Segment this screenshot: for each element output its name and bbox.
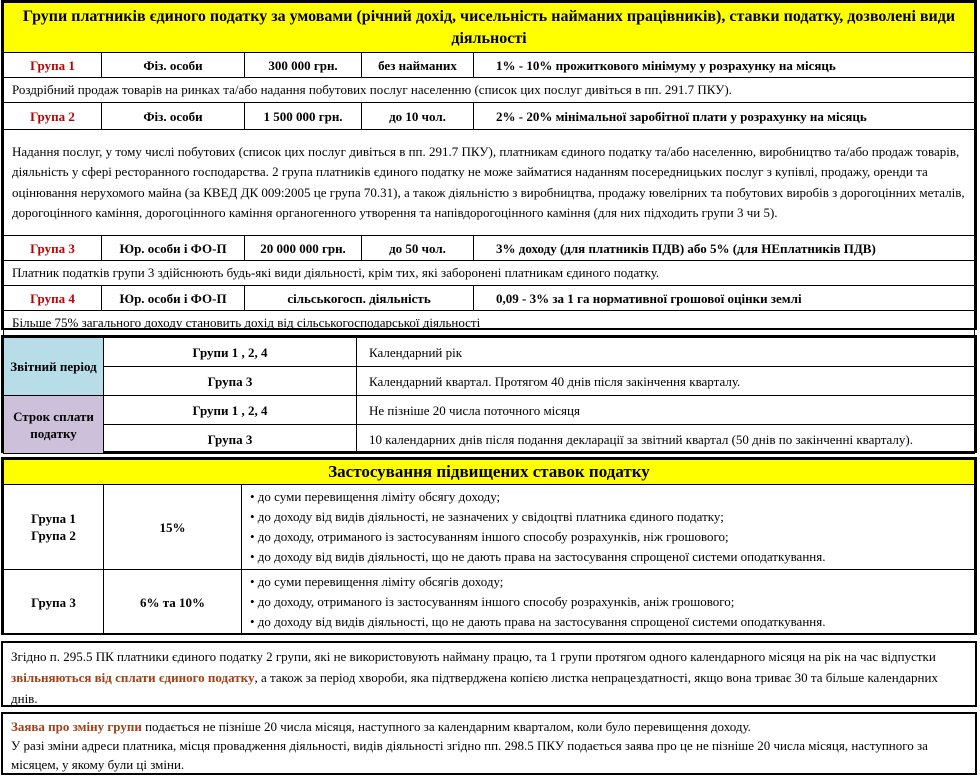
- report-value-2: Календарний квартал. Протягом 40 днів після закінчення кварталу.: [357, 367, 975, 396]
- group-2-description: Надання послуг, у тому числі побутових (список цих послуг дивіться в пп. 291.7 ПКУ), платникам єдиного податку та/або населенню, виробництво та/або продаж товарів, діяльність у сфері ресторанного господарства. 2 група платників єдиного податку не може займатися наданням посередницьких послуг з купівлі, продажу, оренди та оцінювання нерухомого майна (за КВЕД ДК 009:2005 це група 70.31), а також діяльністю з виробництва, продажу ювелірних та побутових виробів з дорогоцінних металів, дорогоцінного каміння, дорогоцінного каміння органогенного утворення та напівдорогоцінного каміння (для них підходить групи 3 чи 5).: [4, 130, 975, 236]
- increased-row-1-rate: 15%: [104, 485, 242, 570]
- increased-row-1-groups: [4, 485, 104, 570]
- group-4-income: сільськогосп. діяльність: [245, 286, 474, 311]
- group-2-income: 1 500 000 грн.: [245, 103, 362, 130]
- report-groups-1: Групи 1 , 2, 4: [104, 338, 357, 367]
- group-1-rate: 1% - 10% прожиткового мінімуму у розрахунку на місяць: [474, 53, 975, 78]
- group-1-income: 300 000 грн.: [245, 53, 362, 78]
- increased-row-1-bullets: [242, 485, 975, 570]
- bullet-item: • до доходу від видів діяльності, що не дають права на застосування спрощеної системи оподаткування.: [250, 549, 826, 564]
- group-2-persons: Фіз. особи: [102, 103, 245, 130]
- group-3-workers: до 50 чол.: [362, 236, 474, 261]
- exemption-highlight: звільняються від сплати єдиного податку: [11, 670, 255, 685]
- group-3-income: 20 000 000 грн.: [245, 236, 362, 261]
- group-1-workers: без найманих: [362, 53, 474, 78]
- periods-table: [1, 335, 977, 453]
- group-2-name: Група 2: [4, 103, 102, 130]
- group-4-rate: 0,09 - 3% за 1 га нормативної грошової оцінки землі: [474, 286, 975, 311]
- payment-value-1: Не пізніше 20 числа поточного місяця: [357, 396, 975, 425]
- address-change-text: У разі зміни адреси платника, місця провадження діяльності, видів діяльності згідно пп. 298.5 ПКУ подається заява про це не пізніше 20 числа місяця, наступного за місяцем, у якому були ці зміни.: [11, 738, 928, 772]
- group-4-description: Більше 75% загального доходу становить дохід від сільськогосподарської діяльності: [4, 311, 975, 336]
- exemption-text-start: Згідно п. 295.5 ПК платники єдиного податку 2 групи, які не використовують найману працю, та 1 групи протягом одного календарного місяця на рік на час відпустки: [11, 649, 936, 664]
- bullet-item: • до доходу, отриманого із застосуванням іншого способу розрахунків, ніж грошового;: [250, 529, 729, 544]
- groups-table: [1, 0, 977, 330]
- increased-rates-title: Застосування підвищених ставок податку: [4, 460, 975, 485]
- increased-row-1-group-b: Група 2: [31, 528, 76, 543]
- payment-term-label: Строк сплати податку: [4, 396, 104, 454]
- group-3-rate: 3% доходу (для платників ПДВ) або 5% (для НЕплатників ПДВ): [474, 236, 975, 261]
- payment-groups-1: Групи 1 , 2, 4: [104, 396, 357, 425]
- group-1-description: Роздрібний продаж товарів на ринках та/або надання побутових послуг населенню (список цих послуг дивіться в пп. 291.7 ПКУ).: [4, 78, 975, 103]
- group-2-rate: 2% - 20% мінімальної заробітної плати у розрахунку на місяць: [474, 103, 975, 130]
- group-1-persons: Фіз. особи: [102, 53, 245, 78]
- group-3-persons: Юр. особи і ФО-П: [102, 236, 245, 261]
- page-title: Групи платників єдиного податку за умовами (річний дохід, чисельність найманих працівників), ставки податку, дозволені види діяльності: [4, 3, 975, 53]
- exemption-note: [1, 641, 977, 707]
- exemption-text-end: , а також за період хвороби, яка підтверджена копією листка непрацездатності, якщо вона триває 30 та більше календарних днів.: [11, 670, 938, 706]
- report-groups-2: Група 3: [104, 367, 357, 396]
- increased-row-1-group-a: Група 1: [31, 511, 76, 526]
- increased-row-2-rate: 6% та 10%: [104, 570, 242, 635]
- bullet-item: • до доходу від видів діяльності, не зазначених у свідоцтві платника єдиного податку;: [250, 509, 724, 524]
- group-3-description: Платник податків групи 3 здійснюють будь-які види діяльності, крім тих, які заборонені платникам єдиного податку.: [4, 261, 975, 286]
- change-group-text: подається не пізніше 20 числа місяця, наступного за календарним кварталом, коли було перевищення доходу.: [141, 719, 751, 734]
- increased-row-2-bullets: [242, 570, 975, 635]
- group-3-name: Група 3: [4, 236, 102, 261]
- group-2-workers: до 10 чол.: [362, 103, 474, 130]
- payment-value-2: 10 календарних днів після подання декларації за звітний квартал (50 днів по закінченні кварталу).: [357, 425, 975, 454]
- increased-row-2-groups: [4, 570, 104, 635]
- report-period-label: Звітний період: [4, 338, 104, 396]
- group-4-name: Група 4: [4, 286, 102, 311]
- group-4-persons: Юр. особи і ФО-П: [102, 286, 245, 311]
- change-group-highlight: Заява про зміну групи: [11, 719, 142, 734]
- bullet-item: • до доходу, отриманого із застосуванням іншого способу розрахунків, аніж грошового;: [250, 594, 735, 609]
- increased-rates-table: [1, 457, 977, 635]
- bullet-item: • до суми перевищення ліміту обсягів доходу;: [250, 574, 504, 589]
- bullet-item: • до суми перевищення ліміту обсягу доходу;: [250, 489, 501, 504]
- group-1-name: Група 1: [4, 53, 102, 78]
- payment-groups-2: Група 3: [104, 425, 357, 454]
- change-group-note: [1, 712, 977, 775]
- bullet-item: • до доходу від видів діяльності, що не дають права на застосування спрощеної системи оподаткування.: [250, 614, 826, 629]
- report-value-1: Календарний рік: [357, 338, 975, 367]
- increased-row-2-group-a: Група 3: [31, 594, 76, 610]
